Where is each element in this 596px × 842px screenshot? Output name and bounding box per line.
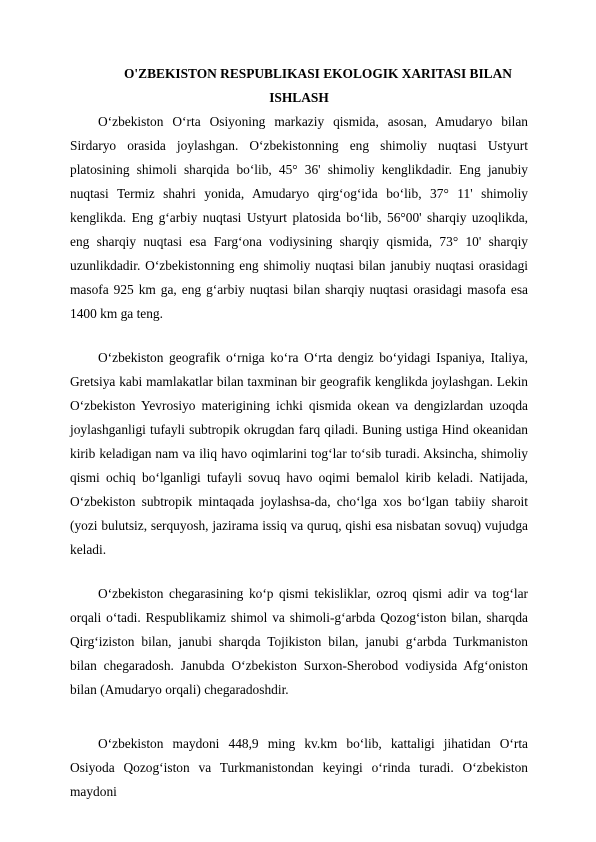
paragraph-borders: O‘zbekiston chegarasining ko‘p qismi tekisliklar, ozroq qismi adir va tog‘lar orqali o‘tadi. Respublikamiz shimol va shimoli-g‘arbda Qozog‘iston bilan, sharqda Qirg‘iziston bilan, janubi sharqda Tojikiston bilan, janubi g‘arbda Turkmaniston bilan chegaradosh. Janubda O‘zbekiston Surxon-Sherobod vodiysida Afg‘oniston bilan (Amudaryo orqali) chegaradoshdir. [70, 586, 528, 697]
paragraph-location: O‘zbekiston O‘rta Osiyoning markaziy qismida, asosan, Amudaryo bilan Sirdaryo orasida joylashgan. O‘zbekistonning eng shimoliy nuqtasi Ustyurt platosining shimoli sharqida bo‘lib, 45° 36' shimoliy kenglikdadir. Eng janubiy nuqtasi Termiz shahri yonida, Amudaryo qirg‘og‘ida bo‘lib, 37° 11' shimoliy kenglikda. Eng g‘arbiy nuqtasi Ustyurt platosida bo‘lib, 56°00' sharqiy uzoqlikda, eng sharqiy nuqtasi esa Farg‘ona vodiysining sharqiy qismida, 73° 10' sharqiy uzunlikdadir. O‘zbekistonning eng shimoliy nuqtasi bilan janubiy nuqtasi orasidagi masofa 925 km ga, eng g‘arbiy nuqtasi bilan sharqiy nuqtasi orasidagi masofa esa 1400 km ga teng. [70, 114, 528, 321]
paragraph-geographic-position: O‘zbekiston geografik o‘rniga ko‘ra O‘rta dengiz bo‘yidagi Ispaniya, Italiya, Gretsiya kabi mamlakatlar bilan taxminan bir geografik kenglikda joylashgan. Lekin O‘zbekiston Yevrosiyo materigining ichki qismida okean va dengizlardan uzoqda joylashganligi tufayli subtropik okrugdan farq qiladi. Buning ustiga Hind okeanidan kirib keladigan nam va iliq havo oqimlarini tog‘lar to‘sib turadi. Aksincha, shimoliy qismi ochiq bo‘lganligi tufayli sovuq havo oqimi bemalol kirib keladi. Natijada, O‘zbekiston subtropik mintaqada joylashsa-da, cho‘lga xos bo‘lgan tabiiy sharoit (yozi bulutsiz, serquyosh, jazirama issiq va quruq, qishi esa nisbatan sovuq) vujudga keladi. [70, 350, 528, 557]
document-title: O'ZBEKISTON RESPUBLIKASI EKOLOGIK XARITASI BILAN ISHLASH [124, 66, 512, 105]
paragraph-area: O‘zbekiston maydoni 448,9 ming kv.km bo‘lib, kattaligi jihatidan O‘rta Osiyoda Qozog‘iston va Turkmanistondan keyingi o‘rinda turadi. O‘zbekiston maydoni [70, 736, 528, 799]
